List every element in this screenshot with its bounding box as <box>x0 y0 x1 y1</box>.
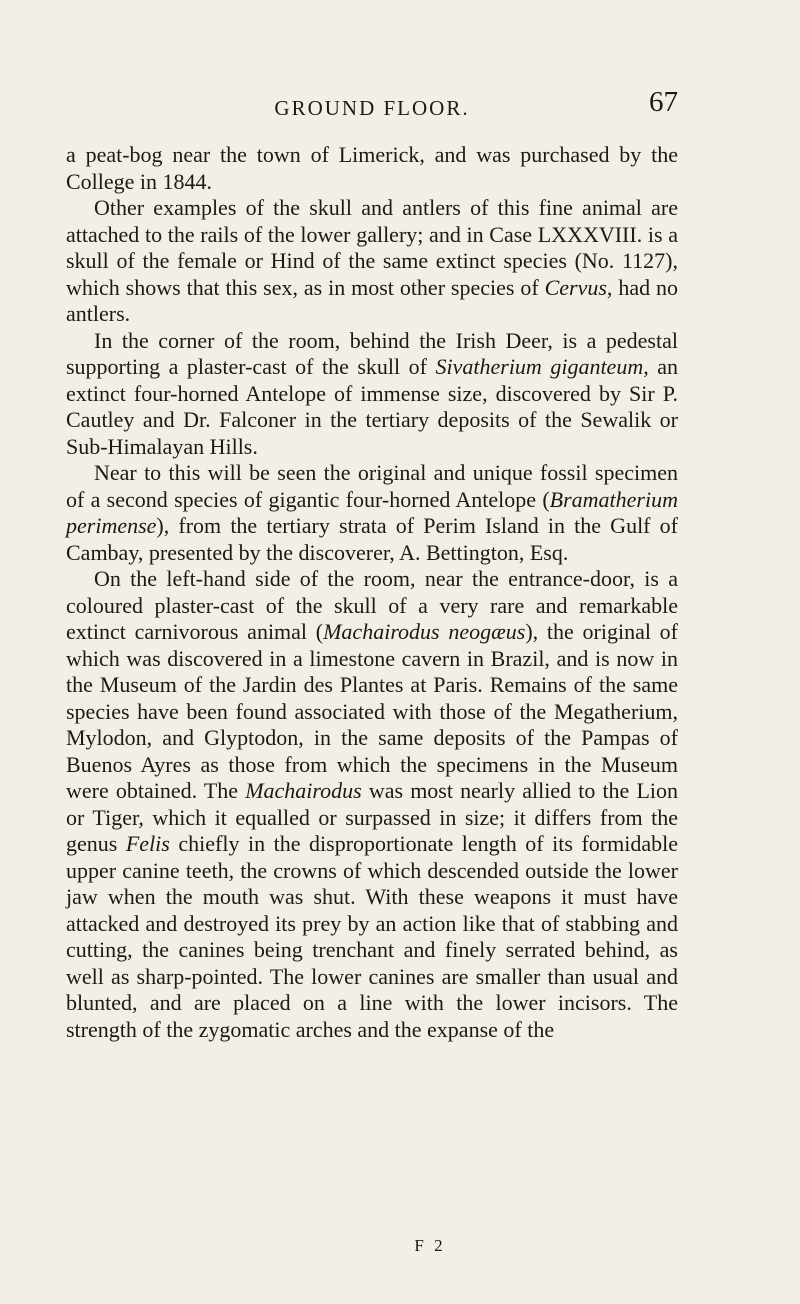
paragraph <box>66 195 678 328</box>
page-number: 67 <box>649 86 678 118</box>
text-run: ), the original of which was discovered in a limestone cavern in Brazil, and is now in the Museum of the Jardin des Plantes at Paris. Remains of the same species have been found associated with those of the Megatherium, Mylodon, and Glyptodon, in the same deposits of the Pampas of Buenos Ayres as those from which the specimens in the Museum were obtained. The <box>66 619 678 803</box>
italic-text: Sivatherium giganteum <box>435 354 644 379</box>
text-run: a peat-bog near the town of Limerick, and was purchased by the College in 1844. <box>66 142 678 194</box>
running-head: GROUND FLOOR. <box>274 96 470 120</box>
paragraph <box>66 142 678 195</box>
italic-text: Machairodus <box>245 778 362 803</box>
page-header <box>66 86 678 124</box>
italic-text: Felis <box>125 831 170 856</box>
text-run: chiefly in the disproportionate length of its formidable upper canine teeth, the crowns of which descended outside the lower jaw when the mouth was shut. With these weapons it must have attacked and destroyed its prey by an action like that of stabbing and cutting, the canines being trenchant and finely serrated behind, as well as sharp-pointed. The lower canines are smaller than usual and blunted, and are placed on a line with the lower incisors. The strength of the zygomatic arches and the expanse of the <box>66 831 678 1042</box>
text-run: In the corner of the room, behind the Irish Deer, is a pedestal supporting a plaster-cast of the skull of <box>66 327 678 379</box>
text-run: ), from the tertiary strata of Perim Island in the Gulf of Cambay, presented by the discoverer, A. Bettington, Esq. <box>66 513 678 565</box>
italic-text: Cervus <box>544 274 607 300</box>
text-run: Near to this will be seen the original and unique fossil specimen of a second species of gigantic four-horned Antelope ( <box>66 460 678 512</box>
text-run: On the left-hand side of the room, near the entrance-door, is a coloured plaster-cast of the skull of a very rare and remarkable extinct carnivorous animal ( <box>66 566 678 644</box>
text-run: , an extinct four-horned Antelope of immense size, discovered by Sir P. Cautley and Dr. Falconer in the tertiary deposits of the Sewalik or Sub-Himalayan Hills. <box>66 354 678 459</box>
paragraph <box>66 566 678 1043</box>
printer-signature-mark: F 2 <box>414 1236 446 1255</box>
body-text <box>66 142 678 1043</box>
text-run: Other examples of the skull and antlers of this fine animal are attached to the rails of the lower gallery; and in Case LXXXVIII. is a skull of the female or Hind of the same extinct species (No. 1127), which shows that this sex, as in most other species of <box>66 195 678 300</box>
paragraph <box>66 460 678 566</box>
italic-text: Machairodus neogæus <box>323 619 526 644</box>
text-run: , had no antlers. <box>66 274 678 326</box>
paragraph <box>66 328 678 461</box>
text-run: was most nearly allied to the Lion or Tiger, which it equalled or surpassed in size; it differs from the genus <box>66 778 679 856</box>
italic-text: Bramatherium perimense <box>66 486 678 538</box>
